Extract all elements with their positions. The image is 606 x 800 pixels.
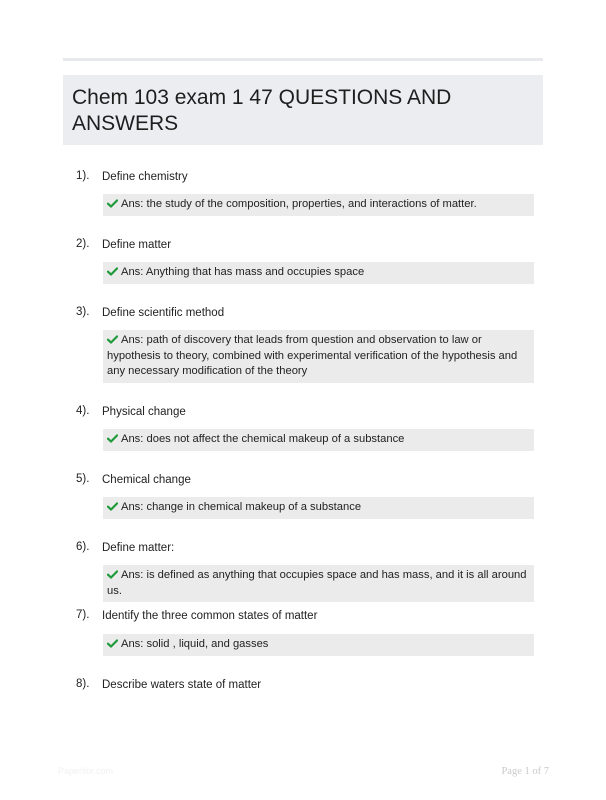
document-title: Chem 103 exam 1 47 QUESTIONS AND ANSWERS — [72, 86, 452, 135]
answer-box-7 — [103, 634, 534, 656]
answer-text: Ans: Anything that has mass and occupies space — [121, 266, 365, 278]
check-icon — [107, 267, 118, 276]
question-number: 4). — [76, 405, 90, 417]
question-number: 8). — [76, 678, 90, 690]
question-number: 3). — [76, 306, 90, 318]
question-text: Define matter — [102, 239, 172, 251]
page-indicator: Page 1 of 7 — [501, 766, 549, 777]
footer-source: Paperlibr.com — [58, 766, 114, 776]
answer-box-5 — [103, 497, 534, 519]
check-icon — [107, 434, 118, 443]
question-number: 7). — [76, 609, 90, 621]
question-text: Chemical change — [102, 474, 191, 486]
check-icon — [107, 335, 118, 344]
question-text: Identify the three common states of matter — [102, 610, 318, 622]
answer-text: Ans: is defined as anything that occupies space and has mass, and it is all around us. — [107, 569, 527, 597]
question-text: Physical change — [102, 406, 186, 418]
answer-text: Ans: does not affect the chemical makeup of a substance — [121, 433, 405, 445]
answer-box-1 — [103, 194, 534, 216]
check-icon — [107, 639, 118, 648]
question-number: 2). — [76, 238, 90, 250]
answer-text: Ans: path of discovery that leads from question and observation to law or hypothesis to theory, combined with experimental verification of the hypothesis and any necessary modification of the theory — [107, 334, 518, 377]
question-number: 6). — [76, 541, 90, 553]
top-divider — [63, 58, 543, 61]
answer-box-3 — [103, 330, 534, 383]
answer-text: Ans: the study of the composition, properties, and interactions of matter. — [121, 198, 477, 210]
answer-text: Ans: solid , liquid, and gasses — [121, 638, 269, 650]
question-number: 5). — [76, 473, 90, 485]
question-number: 1). — [76, 170, 90, 182]
question-text: Define scientific method — [102, 307, 225, 319]
check-icon — [107, 502, 118, 511]
title-banner — [63, 75, 543, 145]
check-icon — [107, 199, 118, 208]
question-text: Define chemistry — [102, 171, 188, 183]
question-text: Describe waters state of matter — [102, 679, 262, 691]
answer-box-6 — [103, 565, 534, 602]
question-text: Define matter: — [102, 542, 175, 554]
check-icon — [107, 570, 118, 579]
answer-text: Ans: change in chemical makeup of a substance — [121, 501, 362, 513]
answer-box-2 — [103, 262, 534, 284]
answer-box-4 — [103, 429, 534, 451]
